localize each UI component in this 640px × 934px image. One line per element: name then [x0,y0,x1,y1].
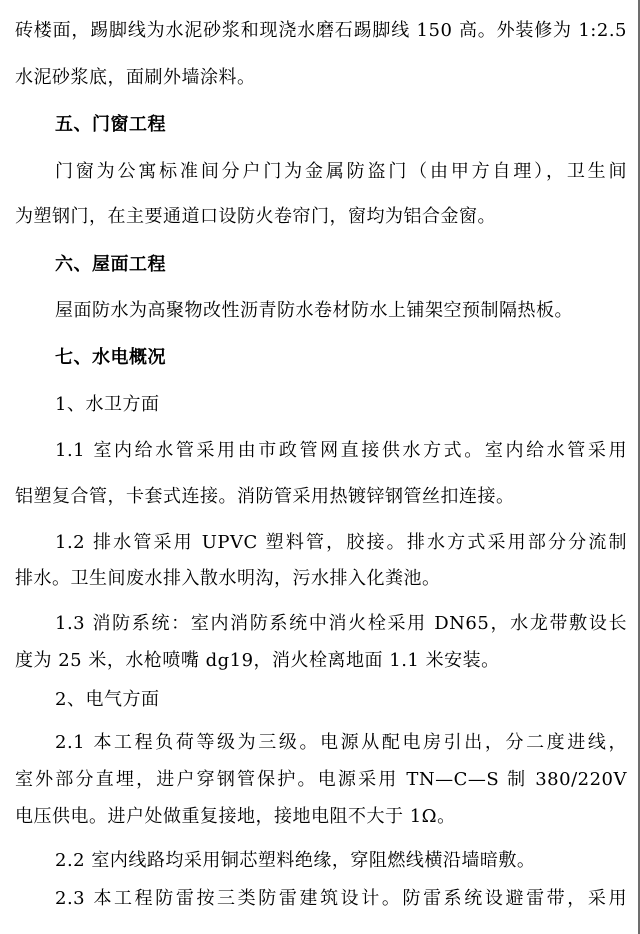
paragraph-line: 电压供电。进户处做重复接地，接地电阻不大于 1Ω。 [15,806,456,827]
paragraph-line: 砖楼面，踢脚线为水泥砂浆和现浇水磨石踢脚线 150 高。外装修为 1:2.5 [15,20,627,41]
section-heading-water-electric: 七、水电概况 [55,347,166,368]
paragraph-line: 屋面防水为高聚物改性沥青防水卷材防水上铺架空预制隔热板。 [55,300,573,321]
paragraph-line: 排水。卫生间废水排入散水明沟，污水排入化粪池。 [15,568,441,589]
paragraph-line: 1.3 消防系统：室内消防系统中消火栓采用 DN65，水龙带敷设长 [55,613,627,634]
section-heading-doors-windows: 五、门窗工程 [55,114,166,135]
subsection-heading-water: 1、水卫方面 [55,394,160,415]
paragraph-line: 1.1 室内给水管采用由市政管网直接供水方式。室内给水管采用 [55,440,627,461]
paragraph-line: 2.1 本工程负荷等级为三级。电源从配电房引出，分二度进线， [55,732,627,753]
paragraph-line: 为塑钢门，在主要通道口设防火卷帘门，窗均为铝合金窗。 [15,206,496,227]
paragraph-line: 1.2 排水管采用 UPVC 塑料管，胶接。排水方式采用部分分流制 [55,532,627,553]
subsection-heading-electric: 2、电气方面 [55,689,160,710]
section-heading-roof: 六、屋面工程 [55,254,166,275]
paragraph-line: 2.2 室内线路均采用铜芯塑料绝缘，穿阻燃线横沿墙暗敷。 [55,850,536,871]
paragraph-line: 2.3 本工程防雷按三类防雷建筑设计。防雷系统设避雷带，采用 [55,888,627,909]
paragraph-line: 度为 25 米，水枪喷嘴 dg19，消火栓离地面 1.1 米安装。 [15,650,500,671]
paragraph-line: 铝塑复合管，卡套式连接。消防管采用热镀锌钢管丝扣连接。 [15,486,515,507]
paragraph-line: 门窗为公寓标准间分户门为金属防盗门（由甲方自理），卫生间 [55,161,627,182]
paragraph-line: 水泥砂浆底，面刷外墙涂料。 [15,67,256,88]
paragraph-line: 室外部分直埋，进户穿钢管保护。电源采用 TN—C—S 制 380/220V [15,769,627,790]
